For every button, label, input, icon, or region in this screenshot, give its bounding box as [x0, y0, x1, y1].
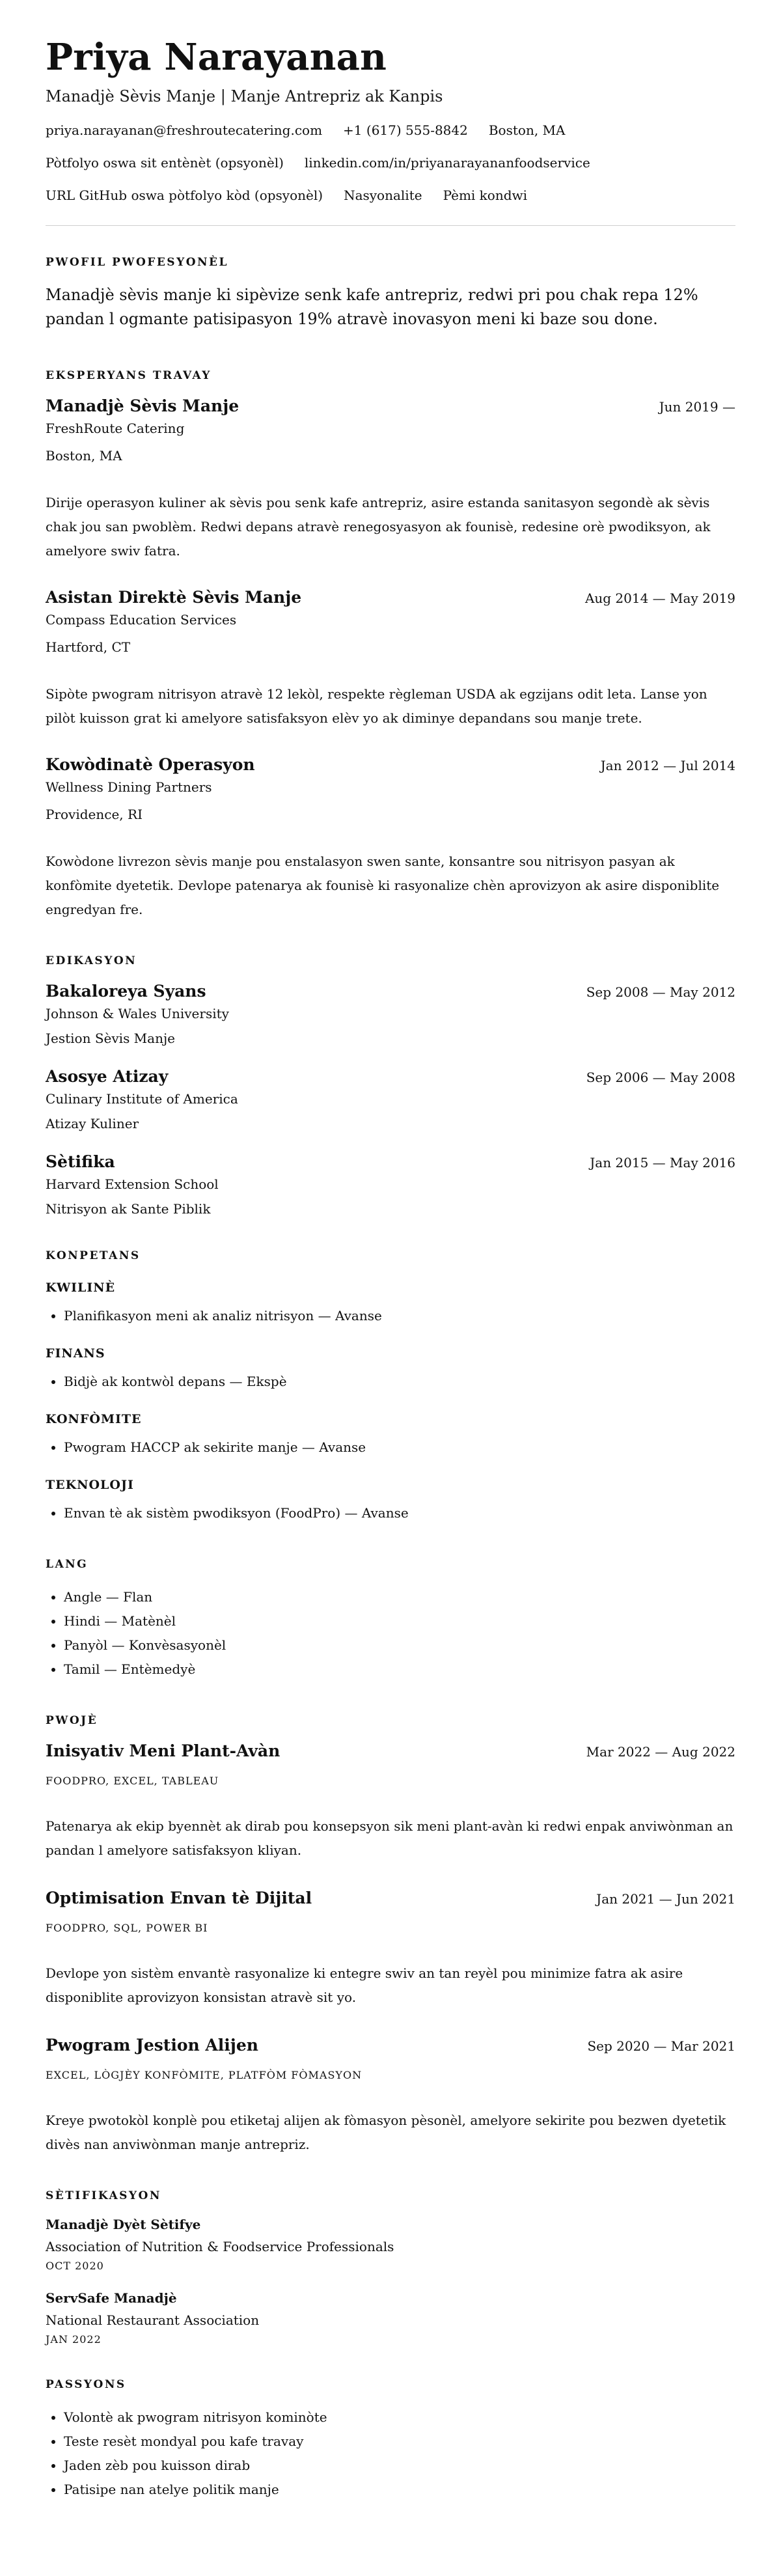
skills-heading: KONPETANS: [46, 1249, 141, 1262]
skill-list: [46, 1370, 735, 1394]
skill-category: FINANS: [46, 1346, 105, 1361]
skill-category: TEKNOLOJI: [46, 1477, 134, 1492]
contact-github[interactable]: URL GitHub oswa pòtfolyo kòd (opsyonèl): [46, 187, 323, 203]
language-item: • Tamil — Entèmedyè: [64, 1657, 735, 1682]
degree-title: Bakaloreya Syans: [46, 981, 206, 1001]
hobby-item: • Patisipe nan atelye politik manje: [64, 2478, 735, 2502]
skill-category: KWILINÈ: [46, 1280, 116, 1295]
job-title: Kowòdinatè Operasyon: [46, 755, 255, 774]
project-description: Devlope yon sistèm envantè rasyonalize ki entegre swiv an tan reyèl pou minimize fatra ak asire disponiblite aprovizyon konsistan atravè sit yo.: [46, 1965, 683, 2005]
job-location: Hartford, CT: [46, 639, 131, 655]
project-description: Patenarya ak ekip byennèt ak dirab pou konsepsyon sik meni plant-avàn ki redwi enpak anviwònman an pandan l amelyore satisfaksyon kliyan.: [46, 1818, 733, 1858]
contact-row-links: [46, 155, 735, 171]
certification-issuer: Association of Nutrition & Foodservice Professionals: [46, 2238, 394, 2254]
language-item: • Panyòl — Konvèsasyonèl: [64, 1633, 735, 1657]
job-dates: Jun 2019 —: [659, 398, 735, 415]
project-name: Inisyativ Meni Plant-Avàn: [46, 1741, 281, 1760]
certification-item: [46, 2290, 735, 2346]
hobbies-heading: PASSYONS: [46, 2377, 126, 2391]
header-divider: [46, 225, 735, 226]
job-employer: Wellness Dining Partners: [46, 779, 212, 795]
education-dates: Sep 2006 — May 2008: [586, 1069, 735, 1085]
language-list: [46, 1585, 735, 1682]
certification-issuer: National Restaurant Association: [46, 2312, 260, 2328]
resume-header: [46, 38, 735, 203]
school-name: Johnson & Wales University: [46, 1005, 229, 1021]
job-title: Manadjè Sèvis Manje: [46, 396, 240, 415]
projects-heading: PWOJÈ: [46, 1713, 98, 1727]
candidate-name: Priya Narayanan: [46, 36, 387, 79]
skill-list: [46, 1304, 735, 1328]
project-name: Pwogram Jestion Alijen: [46, 2035, 258, 2055]
project-tech-stack: FOODPRO, EXCEL, TABLEAU: [46, 1774, 219, 1787]
job-location: Providence, RI: [46, 806, 143, 822]
summary-heading: PWOFIL PWOFESYONÈL: [46, 255, 228, 269]
job-description: Dirije operasyon kuliner ak sèvis pou senk kafe antrepriz, asire estanda sanitasyon segondè ak sèvis chak jou san pwoblèm. Redwi depans atravè renegosyasyon ak founisè, redesine orè pwodiksyon, ak amelyore swiv fatra.: [46, 494, 711, 559]
education-item: [46, 1067, 735, 1131]
contact-row-primary: [46, 122, 735, 138]
experience-item: [46, 396, 735, 563]
field-of-study: Atizay Kuliner: [46, 1115, 139, 1131]
summary-section: [46, 256, 735, 331]
hobby-item: • Jaden zèb pou kuisson dirab: [64, 2454, 735, 2478]
education-item: [46, 982, 735, 1046]
skill-item: • Bidjè ak kontwòl depans — Ekspè: [64, 1370, 735, 1394]
experience-item: [46, 755, 735, 922]
project-tech-stack: FOODPRO, SQL, POWER BI: [46, 1921, 208, 1934]
job-dates: Jan 2012 — Jul 2014: [600, 757, 735, 773]
projects-section: [46, 1714, 735, 2157]
certification-name: ServSafe Manadjè: [46, 2290, 177, 2306]
contact-email[interactable]: priya.narayanan@freshroutecatering.com: [46, 122, 323, 138]
summary-text: Manadjè sèvis manje ki sipèvize senk kafe antrepriz, redwi pri pou chak repa 12% pandan l ogmante patisipasyon 19% atravè inovasyon meni ki baze sou done.: [46, 285, 698, 328]
project-item: [46, 2036, 735, 2157]
contact-linkedin[interactable]: linkedin.com/in/priyanarayananfoodservice: [304, 154, 590, 171]
hobby-item: • Volontè ak pwogram nitrisyon kominòte: [64, 2405, 735, 2430]
certifications-heading: SÈTIFIKASYON: [46, 2189, 161, 2202]
skill-list: [46, 1435, 735, 1460]
languages-section: [46, 1558, 735, 1682]
job-employer: Compass Education Services: [46, 611, 237, 628]
contact-driving-license: Pèmi kondwi: [443, 187, 528, 203]
school-name: Culinary Institute of America: [46, 1090, 238, 1107]
project-description: Kreye pwotokòl konplè pou etiketaj alijen ak fòmasyon pèsonèl, amelyore sekirite pou bezwen dyetetik divès nan anviwònman manje antrepriz.: [46, 2112, 726, 2152]
project-item: [46, 1889, 735, 2010]
contact-row-extra: [46, 187, 735, 203]
certification-name: Manadjè Dyèt Sètifye: [46, 2216, 201, 2232]
education-item: [46, 1152, 735, 1217]
education-section: [46, 954, 735, 1217]
language-item: • Hindi — Matènèl: [64, 1609, 735, 1633]
certifications-section: [46, 2189, 735, 2346]
experience-item: [46, 588, 735, 730]
candidate-headline: Manadjè Sèvis Manje | Manje Antrepriz ak Kanpis: [46, 87, 443, 105]
education-dates: Sep 2008 — May 2012: [586, 984, 735, 1000]
certification-date: JAN 2022: [46, 2333, 102, 2346]
contact-nationality: Nasyonalite: [344, 187, 422, 203]
school-name: Harvard Extension School: [46, 1176, 219, 1192]
skill-item: • Pwogram HACCP ak sekirite manje — Avanse: [64, 1435, 735, 1460]
degree-title: Sètifika: [46, 1152, 115, 1171]
education-dates: Jan 2015 — May 2016: [590, 1154, 735, 1170]
project-dates: Sep 2020 — Mar 2021: [587, 2038, 735, 2054]
job-employer: FreshRoute Catering: [46, 420, 185, 436]
hobbies-section: [46, 2378, 735, 2502]
job-description: Kowòdone livrezon sèvis manje pou enstalasyon swen sante, konsantre sou nitrisyon pasyan ak konfòmite dyetetik. Devlope patenarya ak founisè ki rasyonalize chèn aprovizyon ak asire disponiblite engredyan fre.: [46, 853, 720, 917]
field-of-study: Jestion Sèvis Manje: [46, 1030, 176, 1046]
skills-section: [46, 1249, 735, 1525]
language-item: • Angle — Flan: [64, 1585, 735, 1609]
job-dates: Aug 2014 — May 2019: [584, 590, 735, 606]
skill-category: KONFÒMITE: [46, 1411, 142, 1426]
project-name: Optimisation Envan tè Dijital: [46, 1888, 312, 1907]
skill-list: [46, 1501, 735, 1525]
experience-heading: EKSPERYANS TRAVAY: [46, 368, 212, 382]
project-tech-stack: EXCEL, LÒGJÈY KONFÒMITE, PLATFÒM FÒMASYON: [46, 2068, 363, 2081]
certification-date: OCT 2020: [46, 2259, 104, 2272]
project-dates: Jan 2021 — Jun 2021: [596, 1890, 735, 1907]
contact-phone[interactable]: +1 (617) 555-8842: [343, 122, 468, 138]
education-heading: EDIKASYON: [46, 954, 137, 967]
certification-item: [46, 2217, 735, 2272]
job-title: Asistan Direktè Sèvis Manje: [46, 587, 302, 607]
job-location: Boston, MA: [46, 447, 122, 464]
contact-location: Boston, MA: [488, 122, 566, 138]
degree-title: Asosye Atizay: [46, 1066, 169, 1086]
job-description: Sipòte pwogram nitrisyon atravè 12 lekòl, respekte règleman USDA ak egzijans odit leta. Lanse yon pilòt kuisson grat ki amelyore satisfaksyon elèv yo ak diminye depandans sou manje trete.: [46, 686, 707, 726]
skill-item: • Planifikasyon meni ak analiz nitrisyon — Avanse: [64, 1304, 735, 1328]
project-item: [46, 1741, 735, 1863]
skill-item: • Envan tè ak sistèm pwodiksyon (FoodPro) — Avanse: [64, 1501, 735, 1525]
hobby-list: [46, 2405, 735, 2502]
field-of-study: Nitrisyon ak Sante Piblik: [46, 1200, 211, 1217]
contact-portfolio[interactable]: Pòtfolyo oswa sit entènèt (opsyonèl): [46, 154, 284, 171]
languages-heading: LANG: [46, 1557, 89, 1571]
project-dates: Mar 2022 — Aug 2022: [586, 1743, 735, 1760]
hobby-item: • Teste resèt mondyal pou kafe travay: [64, 2430, 735, 2454]
experience-section: [46, 369, 735, 922]
